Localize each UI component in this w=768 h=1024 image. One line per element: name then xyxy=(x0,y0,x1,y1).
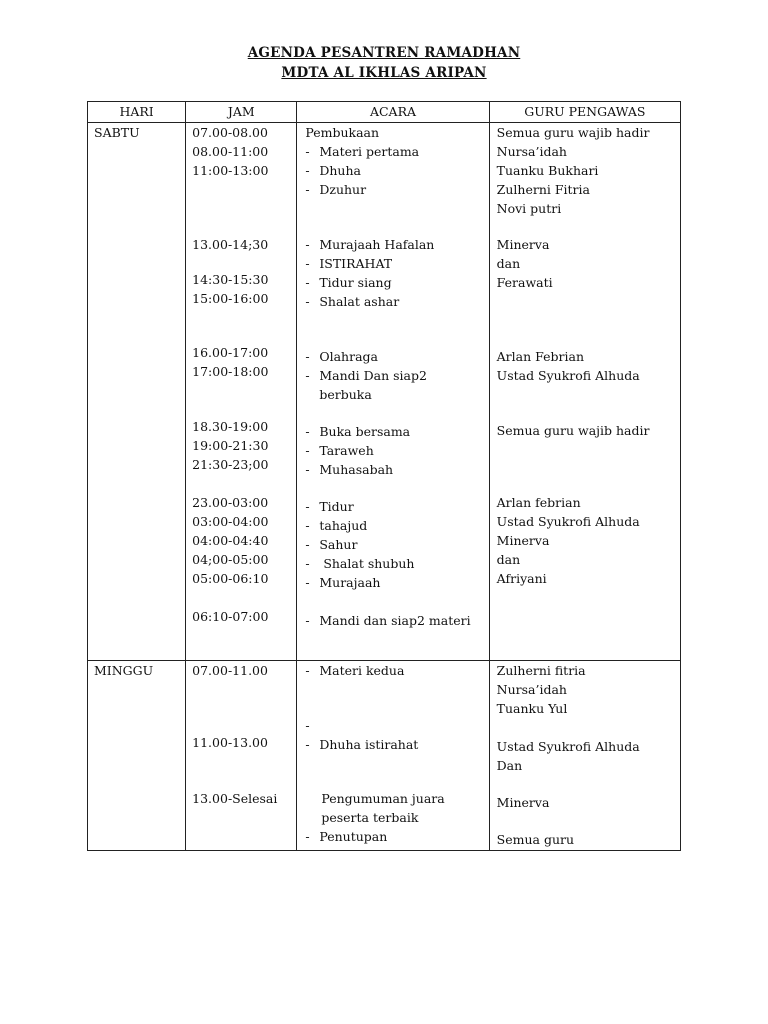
cell-jam-sabtu xyxy=(186,123,297,661)
supervisor-text: dan xyxy=(496,256,521,271)
activity-continuation: berbuka xyxy=(319,387,372,402)
supervisor-text: Minerva xyxy=(496,533,550,548)
time-text: 11:00-13:00 xyxy=(192,163,269,178)
supervisor-text: Semua guru wajib hadir xyxy=(496,125,650,140)
time-text: 03:00-04:00 xyxy=(192,514,269,529)
header-jam: JAM xyxy=(186,102,297,123)
activity-item: - Murajaah xyxy=(305,575,381,590)
supervisor-text: Arlan febrian xyxy=(496,495,581,510)
activity-text: Pengumuman juara xyxy=(321,791,445,806)
header-guru-pengawas: GURU PENGAWAS xyxy=(489,102,680,123)
time-text: 16.00-17:00 xyxy=(192,345,269,360)
cell-acara-sabtu xyxy=(297,123,489,661)
activity-item: - Olahraga xyxy=(305,349,378,364)
table-row-sabtu xyxy=(88,123,681,661)
activity-item: - Materi pertama xyxy=(305,144,420,159)
time-text: 18.30-19:00 xyxy=(192,419,269,434)
time-text: 05:00-06:10 xyxy=(192,571,269,586)
time-text: 07.00-11.00 xyxy=(192,663,268,678)
supervisor-text: Ferawati xyxy=(496,275,553,290)
table-header-row xyxy=(88,102,681,123)
supervisor-text: Novi putri xyxy=(496,201,562,216)
time-text: 07.00-08.00 xyxy=(192,125,268,140)
time-text: 04:00-04:40 xyxy=(192,533,269,548)
document-title: AGENDA PESANTREN RAMADHAN xyxy=(247,45,521,61)
supervisor-text: Zulherni fitria xyxy=(496,663,586,678)
activity-item: - Penutupan xyxy=(305,829,388,844)
time-text: 04;00-05:00 xyxy=(192,552,269,567)
supervisor-text: Afriyani xyxy=(496,571,547,586)
activity-item: - Dhuha istirahat xyxy=(305,737,419,752)
activity-item: - Shalat ashar xyxy=(305,294,400,309)
day-label: SABTU xyxy=(94,125,140,140)
activity-item: - Dzuhur xyxy=(305,182,367,197)
supervisor-text: Minerva xyxy=(496,237,550,252)
activity-item: - Buka bersama xyxy=(305,424,411,439)
cell-jam-minggu xyxy=(186,661,297,851)
supervisor-text: Semua guru xyxy=(496,832,575,847)
header-hari: HARI xyxy=(88,102,186,123)
supervisor-text: Nursa’idah xyxy=(496,144,567,159)
supervisor-text: Dan xyxy=(496,758,523,773)
activity-item: - xyxy=(305,718,310,733)
supervisor-text: Zulherni Fitria xyxy=(496,182,590,197)
supervisor-text: Arlan Febrian xyxy=(496,349,584,364)
activity-item: - ISTIRAHAT xyxy=(305,256,393,271)
supervisor-text: Semua guru wajib hadir xyxy=(496,423,650,438)
activity-item: - Tidur xyxy=(305,499,354,514)
time-text: 13.00-14;30 xyxy=(192,237,269,252)
cell-hari-minggu xyxy=(88,661,186,851)
day-label: MINGGU xyxy=(94,663,154,678)
document-subtitle: MDTA AL IKHLAS ARIPAN xyxy=(281,65,487,81)
supervisor-text: Tuanku Yul xyxy=(496,701,568,716)
activity-item: - Tidur siang xyxy=(305,275,392,290)
activity-item: - Murajaah Hafalan xyxy=(305,237,435,252)
activity-item: - tahajud xyxy=(305,518,368,533)
agenda-table xyxy=(87,101,681,851)
activity-item: - Muhasabah xyxy=(305,462,394,477)
activity-item: - Dhuha xyxy=(305,163,361,178)
time-text: 11.00-13.00 xyxy=(192,735,268,750)
supervisor-text: Nursa’idah xyxy=(496,682,567,697)
activity-item: - Mandi dan siap2 materi xyxy=(305,613,471,628)
activity-item: - Mandi Dan siap2 xyxy=(305,368,427,383)
cell-acara-minggu xyxy=(297,661,489,851)
time-text: 06:10-07:00 xyxy=(192,609,269,624)
time-text: 14:30-15:30 xyxy=(192,272,269,287)
cell-guru-sabtu xyxy=(489,123,680,661)
supervisor-text: dan xyxy=(496,552,521,567)
table-row-minggu xyxy=(88,661,681,851)
time-text: 17:00-18:00 xyxy=(192,364,269,379)
time-text: 19:00-21:30 xyxy=(192,438,269,453)
activity-item: - Taraweh xyxy=(305,443,374,458)
supervisor-text: Ustad Syukrofi Alhuda xyxy=(496,739,640,754)
activity-item: - Shalat shubuh xyxy=(305,556,415,571)
supervisor-text: Tuanku Bukhari xyxy=(496,163,599,178)
time-text: 08.00-11:00 xyxy=(192,144,269,159)
activity-item: - Sahur xyxy=(305,537,358,552)
activity-item: - Materi kedua xyxy=(305,663,405,678)
supervisor-text: Minerva xyxy=(496,795,550,810)
time-text: 15:00-16:00 xyxy=(192,291,269,306)
cell-guru-minggu xyxy=(489,661,680,851)
time-text: 23.00-03:00 xyxy=(192,495,269,510)
cell-hari-sabtu xyxy=(88,123,186,661)
activity-text: Pembukaan xyxy=(305,125,380,140)
supervisor-text: Ustad Syukrofi Alhuda xyxy=(496,368,640,383)
time-text: 13.00-Selesai xyxy=(192,791,278,806)
header-acara: ACARA xyxy=(297,102,489,123)
activity-continuation: peserta terbaik xyxy=(321,810,419,825)
supervisor-text: Ustad Syukrofi Alhuda xyxy=(496,514,640,529)
time-text: 21:30-23;00 xyxy=(192,457,269,472)
